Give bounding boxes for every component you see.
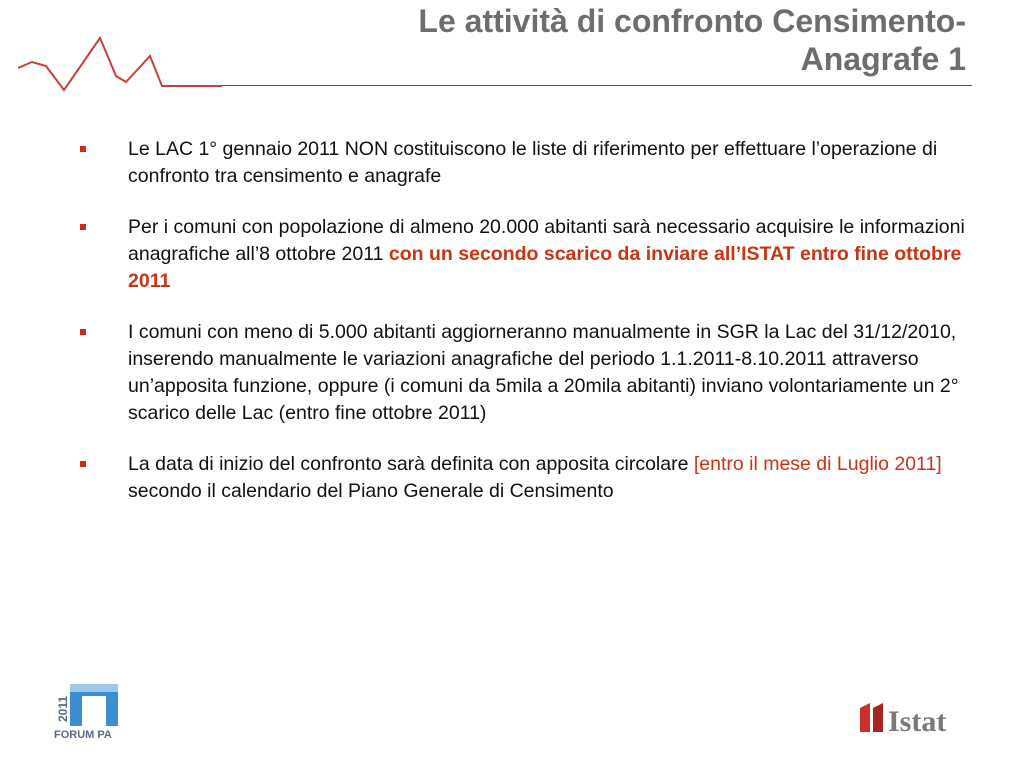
- title-underline: [222, 85, 972, 86]
- bullet-text: Per i comuni con popolazione di almeno 20.000 abitanti sarà necessario acquisire le informazioni anagrafiche all’8 ottobre 2011: [128, 216, 965, 265]
- bullet-text: I comuni con meno di 5.000 abitanti aggiorneranno manualmente in SGR la Lac del 31/12/2010, inserendo manualmente le variazioni anagrafiche del periodo 1.1.2011-8.10.2011 attraverso un’apposita funzione, oppure (i comuni da 5mila a 20mila abitanti) inviano volontariamente un 2° scarico delle Lac (entro fine ottobre 2011): [128, 321, 959, 424]
- bullet-list: [80, 136, 985, 529]
- forum-pa-logo-year: 2011: [56, 695, 70, 722]
- page-title-line1: Le attività di confronto Censimento-: [418, 3, 966, 39]
- bullet-text: Le LAC 1° gennaio 2011 NON costituiscono le liste di riferimento per effettuare l’operazione di confronto tra censimento e anagrafe: [128, 138, 938, 187]
- bullet-text: La data di inizio del confronto sarà definita con apposita circolare: [128, 453, 694, 475]
- bullet-square-icon: [80, 146, 86, 152]
- page-title: [266, 2, 966, 78]
- bullet-square-icon: [80, 224, 86, 230]
- bullet-text: secondo il calendario del Piano Generale di Censimento: [128, 480, 614, 502]
- istat-logo: [858, 700, 968, 736]
- bullet-item: [80, 319, 985, 427]
- bullet-highlight-text: [entro il mese di Luglio 2011]: [693, 453, 942, 475]
- bullet-square-icon: [80, 329, 86, 335]
- bullet-highlight-text: con un secondo scarico da inviare all’ISTAT entro fine ottobre 2011: [128, 243, 962, 292]
- bullet-square-icon: [80, 461, 86, 467]
- forum-pa-logo-text: FORUM PA: [54, 729, 112, 740]
- bullet-item: [80, 136, 985, 190]
- page-title-line2: Anagrafe 1: [800, 41, 966, 77]
- bullet-item: [80, 451, 985, 505]
- bullet-item: [80, 214, 985, 295]
- forum-pa-logo: [52, 676, 124, 740]
- istat-logo-text: Istat: [888, 705, 947, 736]
- decorative-zigzag-line: [18, 32, 224, 92]
